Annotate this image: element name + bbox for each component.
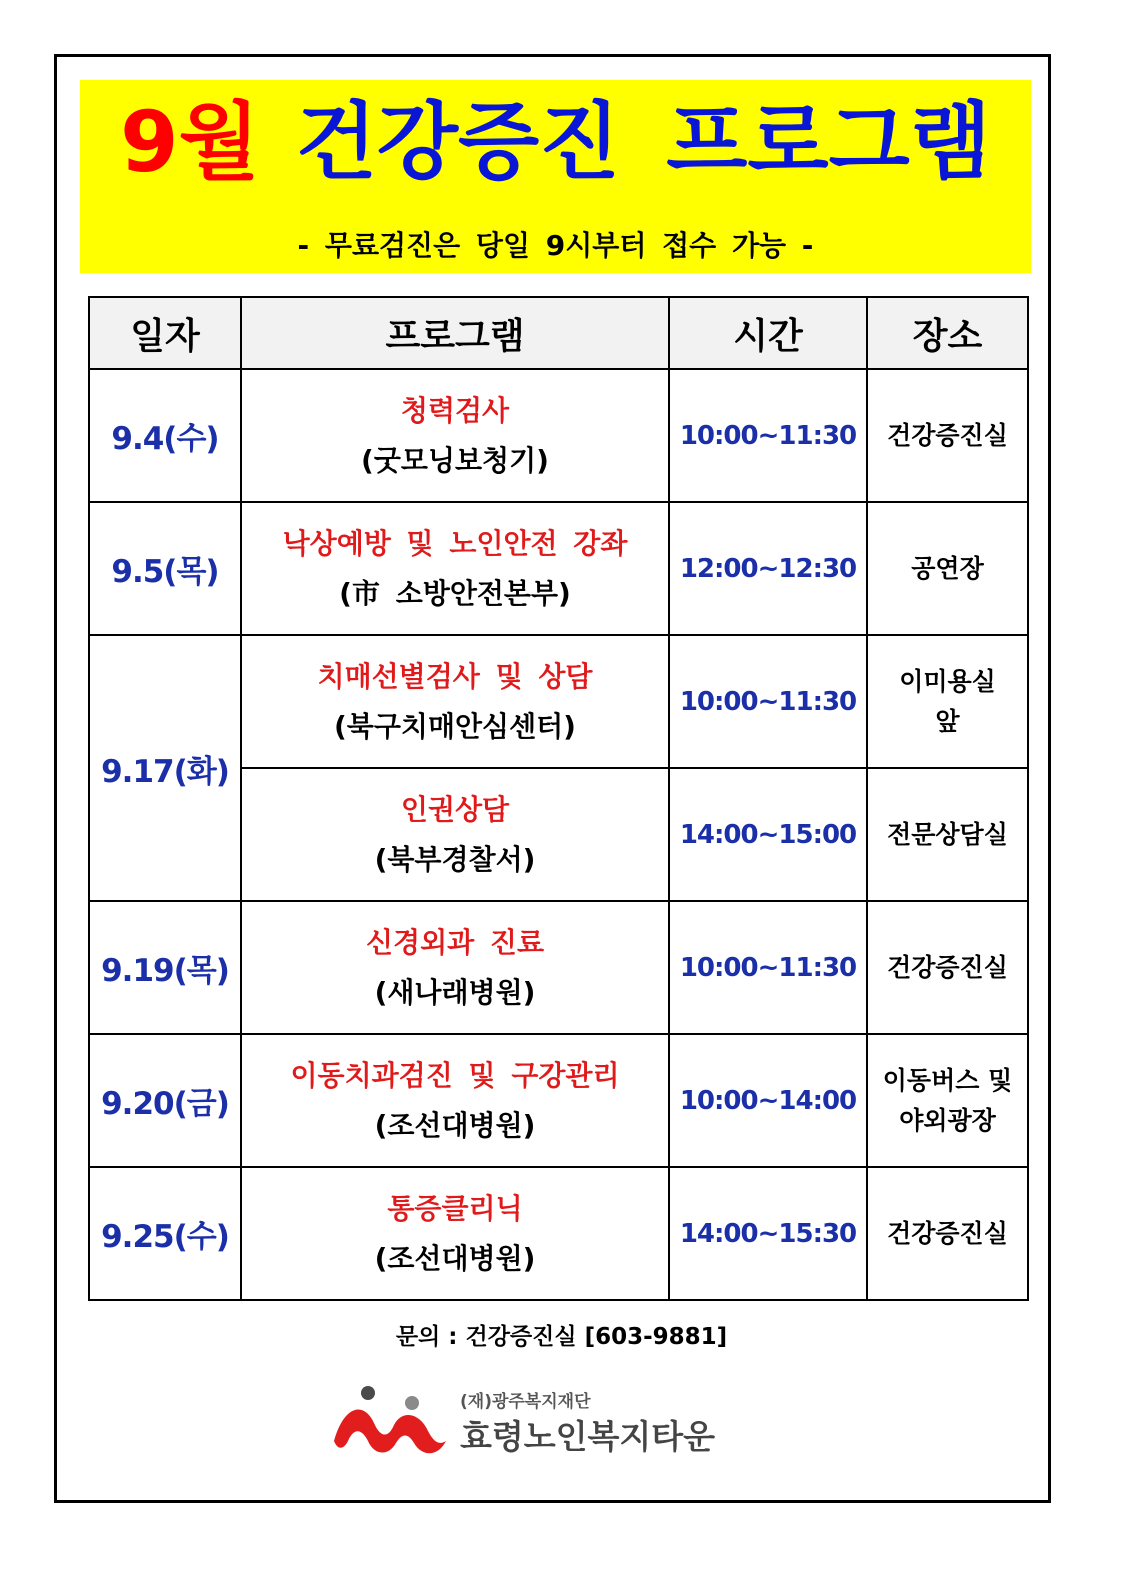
page-title bbox=[80, 92, 1031, 192]
title-banner bbox=[80, 80, 1031, 273]
column-header-program: 프로그램 bbox=[241, 297, 669, 369]
row-program bbox=[241, 502, 669, 635]
row-program bbox=[241, 768, 669, 901]
row-date: 9.19(목) bbox=[89, 901, 241, 1034]
table-row bbox=[89, 1034, 1028, 1167]
foundation-logo bbox=[330, 1383, 800, 1463]
table-row bbox=[89, 369, 1028, 502]
logo-facility-name: 효령노인복지타운 bbox=[460, 1417, 716, 1456]
row-date: 9.5(목) bbox=[89, 502, 241, 635]
row-time: 14:00~15:30 bbox=[669, 1167, 867, 1300]
row-program bbox=[241, 635, 669, 768]
program-title: 청력검사 bbox=[400, 393, 510, 427]
row-place: 공연장 bbox=[867, 502, 1028, 635]
program-title: 치매선별검사 및 상담 bbox=[317, 659, 593, 693]
program-title: 이동치과검진 및 구강관리 bbox=[290, 1058, 620, 1092]
row-place: 이미용실 앞 bbox=[867, 635, 1028, 768]
row-program bbox=[241, 901, 669, 1034]
row-program bbox=[241, 1167, 669, 1300]
contact-info: 문의 : 건강증진실 [603-9881] bbox=[395, 1324, 728, 1350]
row-time: 14:00~15:00 bbox=[669, 768, 867, 901]
row-place: 건강증진실 bbox=[867, 369, 1028, 502]
program-provider: (조선대병원) bbox=[374, 1108, 536, 1142]
table-row bbox=[89, 635, 1028, 768]
row-time: 10:00~11:30 bbox=[669, 635, 867, 768]
row-date: 9.17(화) bbox=[89, 635, 241, 901]
title-month: 9월 bbox=[120, 93, 260, 191]
program-title: 신경외과 진료 bbox=[365, 925, 545, 959]
schedule-table bbox=[88, 296, 1029, 1301]
row-date: 9.20(금) bbox=[89, 1034, 241, 1167]
column-header-date: 일자 bbox=[89, 297, 241, 369]
row-place: 건강증진실 bbox=[867, 901, 1028, 1034]
program-provider: (굿모닝보청기) bbox=[361, 443, 549, 477]
row-date: 9.4(수) bbox=[89, 369, 241, 502]
row-program bbox=[241, 369, 669, 502]
program-provider: (새나래병원) bbox=[374, 975, 536, 1009]
program-provider: (市 소방안전본부) bbox=[339, 576, 571, 610]
program-provider: (북구치매안심센터) bbox=[334, 709, 576, 743]
program-provider: (조선대병원) bbox=[374, 1241, 536, 1275]
row-time: 12:00~12:30 bbox=[669, 502, 867, 635]
logo-mark-icon bbox=[330, 1383, 450, 1463]
title-word-program: 프로그램 bbox=[666, 93, 991, 191]
row-time: 10:00~14:00 bbox=[669, 1034, 867, 1167]
column-header-time: 시간 bbox=[669, 297, 867, 369]
row-place: 이동버스 및 야외광장 bbox=[867, 1034, 1028, 1167]
program-title: 통증클리닉 bbox=[387, 1191, 523, 1225]
row-place: 전문상담실 bbox=[867, 768, 1028, 901]
subtitle: - 무료검진은 당일 9시부터 접수 가능 - bbox=[297, 229, 814, 262]
row-program bbox=[241, 1034, 669, 1167]
row-place: 건강증진실 bbox=[867, 1167, 1028, 1300]
logo-org-name: (재)광주복지재단 bbox=[460, 1392, 591, 1412]
table-row bbox=[89, 502, 1028, 635]
row-time: 10:00~11:30 bbox=[669, 901, 867, 1034]
program-title: 낙상예방 및 노인안전 강좌 bbox=[282, 526, 628, 560]
table-row bbox=[89, 901, 1028, 1034]
program-title: 인권상담 bbox=[400, 792, 510, 826]
row-time: 10:00~11:30 bbox=[669, 369, 867, 502]
table-row bbox=[89, 1167, 1028, 1300]
column-header-place: 장소 bbox=[867, 297, 1028, 369]
program-provider: (북부경찰서) bbox=[374, 842, 536, 876]
table-header-row bbox=[89, 297, 1028, 369]
row-date: 9.25(수) bbox=[89, 1167, 241, 1300]
title-word-health: 건강증진 bbox=[295, 93, 621, 191]
